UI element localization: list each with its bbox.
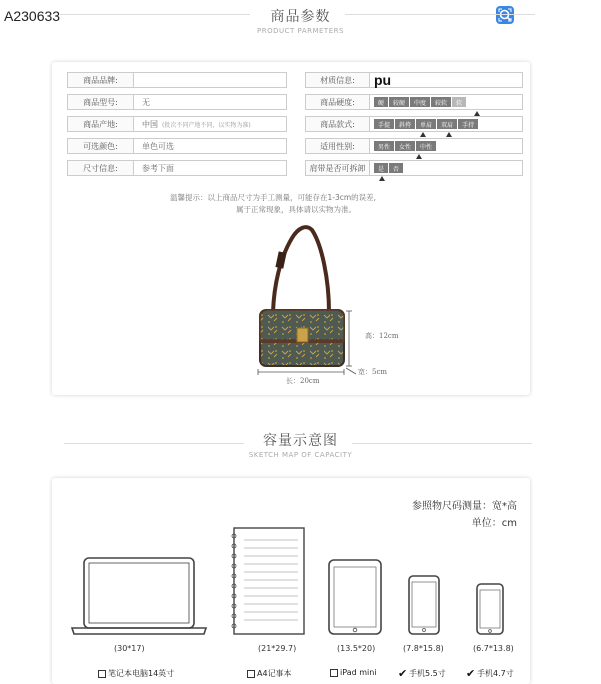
- option-chip: 手提: [374, 119, 394, 129]
- param-value: 无: [142, 97, 150, 107]
- checkbox-icon: [247, 670, 255, 678]
- param-value-box: [133, 160, 287, 176]
- params-card: [52, 62, 530, 395]
- param-value: 单色可选: [142, 141, 174, 151]
- param-value-box: [133, 138, 287, 154]
- hardness-options: [369, 94, 523, 110]
- capacity-name: iPad mini: [340, 668, 377, 677]
- capacity-option: [247, 668, 292, 679]
- gender-label: 适用性别:: [305, 138, 369, 154]
- option-chip: 男性: [374, 141, 394, 151]
- tips-line-2: 属于正常现象，具体请以实物为准。: [236, 205, 356, 214]
- style-options: [369, 116, 523, 132]
- capacity-name: 手机5.5寸: [409, 669, 446, 678]
- capacity-size: (21*29.7): [258, 644, 297, 653]
- param-label: 商品型号:: [67, 94, 133, 110]
- param-value-box: [133, 116, 287, 132]
- gender-options: [369, 138, 523, 154]
- capacity-subtitle: SKETCH MAP OF CAPACITY: [248, 451, 353, 459]
- capacity-heading: [0, 430, 601, 459]
- param-row: [67, 160, 287, 176]
- params-subtitle: PRODUCT PARMETERS: [257, 27, 344, 35]
- style-label: 商品款式:: [305, 116, 369, 132]
- option-chip: 较软: [431, 97, 451, 107]
- material-value-box: [369, 72, 523, 88]
- reference-line-1: 参照物尺码测量：宽*高: [412, 501, 517, 512]
- reference-unit: [472, 514, 517, 529]
- option-chip: 女性: [395, 141, 415, 151]
- check-icon: ✔: [466, 666, 476, 680]
- check-icon: ✔: [398, 666, 408, 680]
- param-label: 尺寸信息:: [67, 160, 133, 176]
- style-marker-crossbody: [420, 132, 426, 137]
- param-row: [67, 116, 287, 132]
- option-chip: 较硬: [389, 97, 409, 107]
- capacity-size: (6.7*13.8): [473, 644, 514, 653]
- param-label: 可选颜色:: [67, 138, 133, 154]
- tips: [170, 192, 376, 216]
- material-row: [305, 72, 523, 88]
- param-label: 商品品牌:: [67, 72, 133, 88]
- param-row: [67, 72, 287, 88]
- length-dimension: 长：20cm: [286, 377, 320, 385]
- gender-row: [305, 138, 523, 154]
- strap-marker: [379, 176, 385, 181]
- hardness-row: [305, 94, 523, 110]
- capacity-size: (30*17): [114, 644, 145, 653]
- capacity-size: (13.5*20): [337, 644, 376, 653]
- capacity-name: 笔记本电脑14英寸: [108, 669, 175, 678]
- material-value: pu: [374, 72, 392, 88]
- param-value-box: [133, 72, 287, 88]
- tips-line-1: 温馨提示：以上商品尺寸为手工测量，可能存在1-3cm的误差,: [170, 193, 377, 202]
- height-dimension: 高：12cm: [365, 332, 399, 340]
- param-row: [67, 138, 287, 154]
- product-code: A230633: [4, 8, 61, 24]
- option-chip: 中性: [416, 141, 436, 151]
- option-chip: 否: [389, 163, 403, 173]
- gender-marker: [416, 154, 422, 159]
- option-chip: 手持: [458, 119, 478, 129]
- material-label: 材质信息:: [305, 72, 369, 88]
- option-chip: 是: [374, 163, 388, 173]
- reference-line-2: 单位：cm: [471, 518, 517, 529]
- capacity-option: [98, 668, 174, 679]
- hardness-label: 商品硬度:: [305, 94, 369, 110]
- option-chip: 软: [452, 97, 466, 107]
- strap-row: [305, 160, 523, 176]
- capacity-option: [398, 668, 446, 679]
- option-chip: 斜挎: [395, 119, 415, 129]
- params-heading: [0, 6, 601, 35]
- param-value: 中国: [142, 119, 158, 129]
- checkbox-icon: [98, 670, 106, 678]
- capacity-name: 手机4.7寸: [477, 669, 514, 678]
- capacity-option: [466, 668, 514, 679]
- option-chip: 硬: [374, 97, 388, 107]
- capacity-size: (7.8*15.8): [403, 644, 444, 653]
- strap-label: 肩带是否可拆卸: [305, 160, 369, 176]
- param-label: 商品产地:: [67, 116, 133, 132]
- strap-options: [369, 160, 523, 176]
- param-value: 参考下面: [142, 163, 174, 173]
- checkbox-icon: [330, 669, 338, 677]
- style-row: [305, 116, 523, 132]
- style-marker-shoulder: [446, 132, 452, 137]
- width-dimension: 宽：5cm: [358, 368, 388, 376]
- capacity-option: [330, 668, 377, 677]
- params-title: 商品参数: [270, 9, 331, 25]
- capacity-name: A4记事本: [257, 669, 292, 678]
- option-chip: 双肩: [437, 119, 457, 129]
- option-chip: 中度: [410, 97, 430, 107]
- capacity-title: 容量示意图: [263, 433, 338, 449]
- option-chip: 单肩: [416, 119, 436, 129]
- param-row: [67, 94, 287, 110]
- param-note: (批次不同产地不同，以实物为准): [162, 121, 251, 129]
- param-value-box: [133, 94, 287, 110]
- reference-note: [412, 497, 517, 512]
